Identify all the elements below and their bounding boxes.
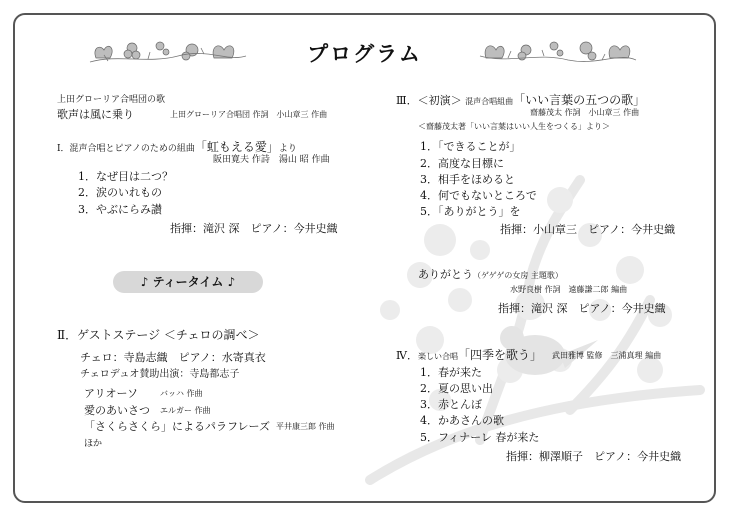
- arigatou-performers: 指揮：滝沢 深 ピアノ：今井史織: [498, 302, 666, 315]
- section4-credit: 武田雅博 監修 三浦真理 編曲: [552, 351, 662, 360]
- section2-performers: チェロ：寺島志織 ピアノ：水寄真衣: [80, 351, 266, 364]
- section3-heading-small: 混声合唱組曲: [465, 97, 514, 106]
- list-item: 2．夏の思い出: [420, 382, 493, 395]
- list-item: 2．涙のいれもの: [78, 186, 162, 199]
- piece-credit: エルガー 作曲: [160, 406, 211, 415]
- song1-credit: 上田グローリア合唱団 作詞 小山章三 作曲: [170, 110, 328, 119]
- list-item: 3．やぶにらみ讃: [78, 203, 162, 216]
- section1-heading-prefix: Ⅰ．混声合唱とピアノのための組曲: [57, 144, 195, 154]
- arigatou-credit: 水野良樹 作詞 遠藤謙二郎 編曲: [510, 285, 628, 294]
- section4-heading-prefix: Ⅳ．: [396, 349, 418, 362]
- list-item: 4．何でもないところで: [420, 189, 537, 202]
- section4-heading: [396, 346, 542, 363]
- list-item: 3．相手をほめると: [420, 173, 515, 186]
- list-item: 3．赤とんぼ: [420, 398, 482, 411]
- section1-performers: 指揮：滝沢 深 ピアノ：今井史織: [170, 222, 338, 235]
- section3-performers: 指揮：小山章三 ピアノ：今井史織: [500, 223, 676, 236]
- list-item: 5．「ありがとう」を: [420, 205, 521, 218]
- arigatou-subtitle: （ゲゲゲの女房 主題歌）: [473, 271, 563, 280]
- list-item: 5．フィナーレ 春が来た: [420, 431, 540, 444]
- section3-heading: [396, 91, 645, 108]
- list-item: 1．なぜ目は二つ？: [78, 170, 173, 183]
- section3-credit: 齋藤茂太 作詞 小山章三 作曲: [530, 108, 640, 117]
- section1-credit: 阪田寛夫 作詩 湯山 昭 作曲: [213, 155, 330, 165]
- arigatou-title: ありがとう: [418, 268, 473, 281]
- piece-title: アリオーソ: [84, 387, 139, 400]
- section4-heading-small: 楽しい合唱: [418, 352, 458, 361]
- song1-title: 歌声は風に乗り: [57, 108, 134, 121]
- section2-heading: Ⅱ．ゲストステージ ＜チェロの調べ＞: [57, 328, 260, 342]
- section3-heading-prefix: Ⅲ．＜初演＞: [396, 94, 462, 107]
- section4-performers: 指揮：柳澤順子 ピアノ：今井史織: [506, 450, 682, 463]
- tea-time-banner: ♪ ティータイム ♪: [113, 271, 263, 293]
- piece-credit: バッハ 作曲: [160, 389, 203, 398]
- list-item: 1．「できることが」: [420, 140, 521, 153]
- list-item: 4．かあさんの歌: [420, 414, 504, 427]
- section4-heading-title: 「四季を歌う」: [458, 348, 543, 362]
- arigatou-heading: [418, 266, 563, 282]
- choir-name: 上田グローリア合唱団の歌: [57, 95, 166, 105]
- list-item: 2．高度な目標に: [420, 157, 504, 170]
- section2-sponsor: チェロデュオ賛助出演：寺島都志子: [80, 369, 240, 380]
- section1-heading-suffix: より: [278, 144, 297, 154]
- piece-title: 「さくらさくら」によるパラフレーズ: [84, 420, 271, 433]
- section3-source: ＜齋藤茂太著「いい言葉はいい人生をつくる」より＞: [418, 122, 610, 131]
- list-item: 1．春が来た: [420, 366, 482, 379]
- piece-credit: 平井康三郎 作曲: [276, 422, 335, 431]
- section3-heading-title: 「いい言葉の五つの歌」: [513, 93, 646, 107]
- piece-title: 愛のあいさつ: [84, 404, 150, 417]
- etc-text: ほか: [84, 439, 103, 449]
- section1-heading-title: 「虹もえる愛」: [194, 140, 279, 154]
- page-title: プログラム: [307, 41, 422, 66]
